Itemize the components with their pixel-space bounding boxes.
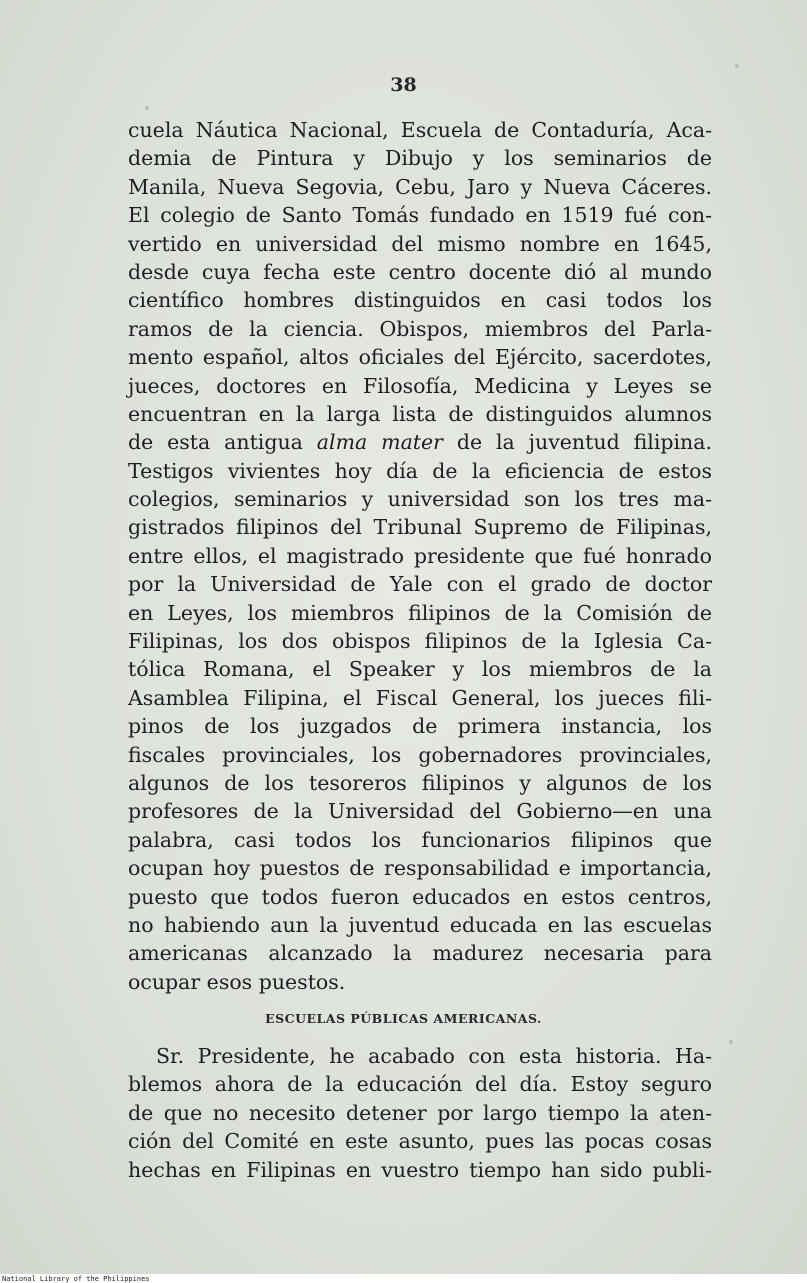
text-line: Sr. Presidente, he acabado con esta historia. Ha- [156,1044,712,1068]
text-line: El colegio de Santo Tomás fundado en 1519 fué con- [128,203,712,228]
paper-speck [735,64,739,68]
text-line: puesto que todos fueron educados en estos centros, [128,884,712,909]
text-line: ocupar esos puestos. [128,969,346,994]
text-line: ocupan hoy puestos de responsabilidad e importancia, [128,856,712,881]
text-segment: de esta antigua [128,430,317,455]
text-line: cuela Náutica Nacional, Escuela de Contaduría, Aca- [128,118,712,142]
text-segment: de la juventud filipina. [442,430,712,455]
text-line: fiscales provinciales, los gobernadores provinciales, [128,742,712,767]
paragraph-2 [128,1042,712,1184]
text-line: Asamblea Filipina, el Fiscal General, los jueces fili- [128,685,712,710]
text-line: Manila, Nueva Segovia, Cebu, Jaro y Nueva Cáceres. [128,174,712,199]
text-line: Testigos vivientes hoy día de la eficiencia de estos [128,458,712,483]
text-line: mento español, altos oficiales del Ejército, sacerdotes, [128,345,712,370]
text-line: de que no necesito detener por largo tiempo la aten- [128,1100,712,1125]
text-line: colegios, seminarios y universidad son los tres ma- [128,487,712,512]
text-line: jueces, doctores en Filosofía, Medicina y Leyes se [128,373,712,398]
text-line: blemos ahora de la educación del día. Estoy seguro [128,1072,712,1097]
text-line: pinos de los juzgados de primera instancia, los [128,714,712,739]
text-line: ción del Comité en este asunto, pues las pocas cosas [128,1129,712,1154]
text-line: Filipinas, los dos obispos filipinos de la Iglesia Ca- [128,629,712,654]
text-line: científico hombres distinguidos en casi todos los [128,288,712,313]
text-line: tólica Romana, el Speaker y los miembros de la [128,657,712,682]
text-line: vertido en universidad del mismo nombre en 1645, [128,231,712,256]
paper-speck [729,1040,733,1044]
text-line: encuentran en la larga lista de distinguidos alumnos [128,401,712,426]
text-line: no habiendo aun la juventud educada en las escuelas [128,912,712,937]
paper-speck [145,106,149,110]
text-line: en Leyes, los miembros filipinos de la Comisión de [128,600,712,625]
text-line: por la Universidad de Yale con el grado de doctor [128,572,712,597]
page-number: 38 [390,74,417,96]
text-line: hechas en Filipinas en vuestro tiempo han sido publi- [128,1157,712,1182]
text-line: ramos de la ciencia. Obispos, miembros del Parla- [128,316,712,341]
paragraph-1 [128,116,712,996]
text-line-with-italic [128,428,712,456]
text-line: algunos de los tesoreros filipinos y algunos de los [128,770,712,795]
text-line: americanas alcanzado la madurez necesaria para [128,941,712,966]
text-line: desde cuya fecha este centro docente dió al mundo [128,259,712,284]
italic-phrase: alma mater [316,430,443,455]
text-line: demia de Pintura y Dibujo y los seminarios de [128,146,712,171]
text-line: palabra, casi todos los funcionarios filipinos que [128,827,712,852]
library-credit: National Library of the Philippines [2,1275,150,1283]
section-heading: ESCUELAS PÚBLICAS AMERICANAS. [265,1011,542,1026]
text-line: gistrados filipinos del Tribunal Supremo de Filipinas, [128,515,712,540]
text-line: entre ellos, el magistrado presidente que fué honrado [128,543,712,568]
text-line: profesores de la Universidad del Gobierno—en una [128,799,712,824]
